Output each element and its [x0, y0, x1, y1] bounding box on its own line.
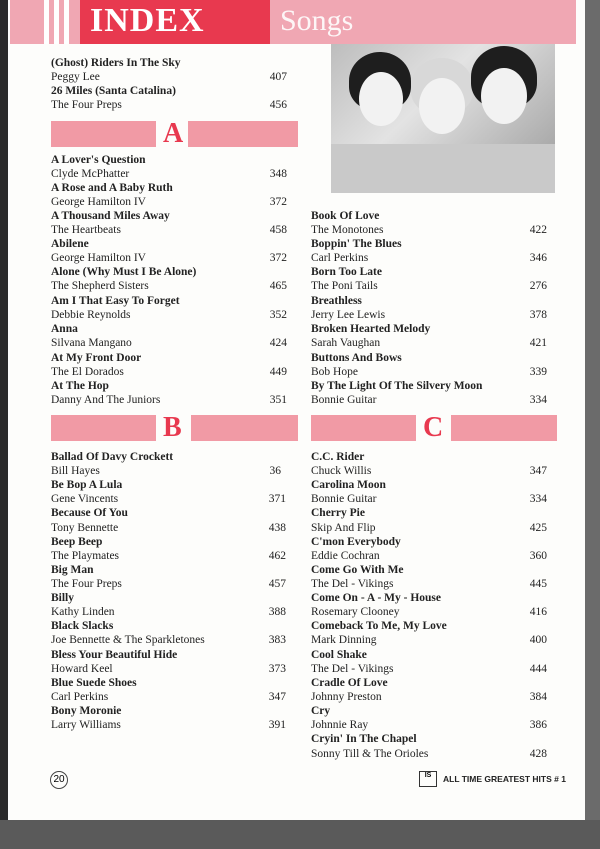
- song-artist: The Shepherd Sisters: [51, 280, 149, 292]
- song-artist: Johnnie Ray: [311, 719, 369, 731]
- song-title: Alone (Why Must I Be Alone): [51, 266, 197, 278]
- song-artist: Chuck Willis: [311, 465, 372, 477]
- song-title: Billy: [51, 592, 75, 604]
- song-artist: Johnny Preston: [311, 691, 382, 703]
- song-title: Cradle Of Love: [311, 677, 388, 689]
- song-artist: Joe Bennette & The Sparkletones: [51, 634, 205, 646]
- song-page: 339: [529, 366, 547, 378]
- song-artist: Debbie Reynolds: [51, 309, 131, 321]
- song-title: Broken Hearted Melody: [311, 323, 431, 335]
- song-page: 347: [268, 691, 286, 703]
- song-title: Buttons And Bows: [311, 352, 402, 364]
- song-page: 384: [529, 691, 547, 703]
- song-page: 421: [529, 337, 547, 349]
- song-title: Bony Moronie: [51, 705, 122, 717]
- song-title: By The Light Of The Silvery Moon: [311, 380, 483, 392]
- song-title: Beep Beep: [51, 536, 103, 548]
- publisher-logo: IS: [419, 771, 437, 787]
- song-title: Come On - A - My - House: [311, 592, 442, 604]
- song-page: 360: [529, 550, 547, 562]
- song-title: Anna: [51, 323, 78, 335]
- vintage-photo: [331, 44, 555, 193]
- song-title: A Lover's Question: [51, 154, 146, 166]
- song-page: 386: [529, 719, 547, 731]
- page-title: INDEX: [90, 2, 205, 39]
- song-title: Born Too Late: [311, 266, 382, 278]
- song-title: Am I That Easy To Forget: [51, 295, 180, 307]
- song-title: At The Hop: [51, 380, 109, 392]
- song-title: Cryin' In The Chapel: [311, 733, 417, 745]
- song-artist: The Del - Vikings: [311, 578, 394, 590]
- song-artist: Bill Hayes: [51, 465, 100, 477]
- song-artist: The Del - Vikings: [311, 663, 394, 675]
- song-page: 36: [269, 465, 281, 477]
- song-title: Blue Suede Shoes: [51, 677, 137, 689]
- song-title: (Ghost) Riders In The Sky: [51, 57, 181, 69]
- song-page: 428: [529, 748, 547, 760]
- song-page: 372: [269, 196, 287, 208]
- song-artist: Bob Hope: [311, 366, 358, 378]
- song-artist: Peggy Lee: [51, 71, 100, 83]
- song-artist: The Heartbeats: [51, 224, 121, 236]
- song-artist: George Hamilton IV: [51, 252, 146, 264]
- song-title: Because Of You: [51, 507, 128, 519]
- song-page: 383: [268, 634, 286, 646]
- song-artist: Bonnie Guitar: [311, 394, 377, 406]
- song-artist: Danny And The Juniors: [51, 394, 161, 406]
- song-artist: Gene Vincents: [51, 493, 119, 505]
- song-title: A Rose and A Baby Ruth: [51, 182, 173, 194]
- header-stripes: [40, 0, 80, 44]
- song-artist: Clyde McPhatter: [51, 168, 130, 180]
- song-artist: The Four Preps: [51, 99, 122, 111]
- song-page: 465: [269, 280, 287, 292]
- song-page: 334: [529, 394, 547, 406]
- song-title: Be Bop A Lula: [51, 479, 123, 491]
- song-page: 438: [268, 522, 286, 534]
- song-title: Cherry Pie: [311, 507, 365, 519]
- song-title: Big Man: [51, 564, 94, 576]
- song-artist: The El Dorados: [51, 366, 124, 378]
- song-page: 334: [529, 493, 547, 505]
- song-artist: The Playmates: [51, 550, 120, 562]
- song-artist: Larry Williams: [51, 719, 121, 731]
- song-title: Bless Your Beautiful Hide: [51, 649, 178, 661]
- song-title: A Thousand Miles Away: [51, 210, 170, 222]
- song-page: 407: [269, 71, 287, 83]
- song-artist: Bonnie Guitar: [311, 493, 377, 505]
- song-title: Abilene: [51, 238, 89, 250]
- song-page: 373: [268, 663, 286, 675]
- song-title: At My Front Door: [51, 352, 142, 364]
- song-title: 26 Miles (Santa Catalina): [51, 85, 176, 97]
- song-title: Boppin' The Blues: [311, 238, 402, 250]
- song-page: 444: [529, 663, 547, 675]
- song-page: 456: [269, 99, 287, 111]
- song-title: Black Slacks: [51, 620, 114, 632]
- song-artist: Sonny Till & The Orioles: [311, 748, 429, 760]
- song-title: Carolina Moon: [311, 479, 386, 491]
- song-page: 372: [269, 252, 287, 264]
- song-title: C'mon Everybody: [311, 536, 401, 548]
- song-page: 391: [268, 719, 286, 731]
- section-letter-b: B: [163, 412, 182, 443]
- song-title: Breathless: [311, 295, 362, 307]
- song-page: 462: [268, 550, 286, 562]
- song-title: Come Go With Me: [311, 564, 404, 576]
- page-bottom-shadow: [0, 820, 600, 849]
- song-artist: Kathy Linden: [51, 606, 115, 618]
- song-artist: The Poni Tails: [311, 280, 378, 292]
- song-page: 424: [269, 337, 287, 349]
- song-page: 346: [529, 252, 547, 264]
- section-band-a: [51, 118, 298, 149]
- song-artist: Mark Dinning: [311, 634, 377, 646]
- song-artist: Jerry Lee Lewis: [311, 309, 386, 321]
- song-title: Cool Shake: [311, 649, 367, 661]
- song-title: Cry: [311, 705, 331, 717]
- song-title: Book Of Love: [311, 210, 380, 222]
- song-artist: The Monotones: [311, 224, 384, 236]
- song-page: 457: [268, 578, 286, 590]
- song-artist: Skip And Flip: [311, 522, 376, 534]
- section-letter-c: C: [423, 412, 444, 443]
- song-page: 458: [269, 224, 287, 236]
- song-artist: Tony Bennette: [51, 522, 119, 534]
- song-artist: Sarah Vaughan: [311, 337, 381, 349]
- section-band-c: [311, 412, 557, 443]
- song-page: 348: [269, 168, 287, 180]
- song-artist: Carl Perkins: [311, 252, 369, 264]
- song-title: C.C. Rider: [311, 451, 365, 463]
- song-page: 371: [268, 493, 286, 505]
- section-band-b: [51, 412, 298, 443]
- book-title: ALL TIME GREATEST HITS # 1: [443, 774, 566, 784]
- page-subtitle: Songs: [280, 4, 354, 37]
- song-artist: Eddie Cochran: [311, 550, 380, 562]
- song-artist: George Hamilton IV: [51, 196, 146, 208]
- song-artist: Carl Perkins: [51, 691, 109, 703]
- song-artist: Rosemary Clooney: [311, 606, 400, 618]
- song-artist: The Four Preps: [51, 578, 122, 590]
- song-page: 425: [529, 522, 547, 534]
- page-header: [10, 0, 576, 44]
- song-artist: Silvana Mangano: [51, 337, 132, 349]
- song-title: Comeback To Me, My Love: [311, 620, 447, 632]
- page-number: 20: [50, 771, 68, 789]
- song-page: 449: [269, 366, 287, 378]
- song-artist: Howard Keel: [51, 663, 113, 675]
- song-page: 351: [269, 394, 287, 406]
- song-page: 347: [529, 465, 547, 477]
- song-page: 276: [529, 280, 547, 292]
- song-page: 388: [268, 606, 286, 618]
- song-page: 378: [529, 309, 547, 321]
- song-page: 352: [269, 309, 287, 321]
- song-page: 400: [529, 634, 547, 646]
- song-title: Ballad Of Davy Crockett: [51, 451, 174, 463]
- song-page: 422: [529, 224, 547, 236]
- section-letter-a: A: [163, 118, 184, 149]
- song-page: 416: [529, 606, 547, 618]
- song-page: 445: [529, 578, 547, 590]
